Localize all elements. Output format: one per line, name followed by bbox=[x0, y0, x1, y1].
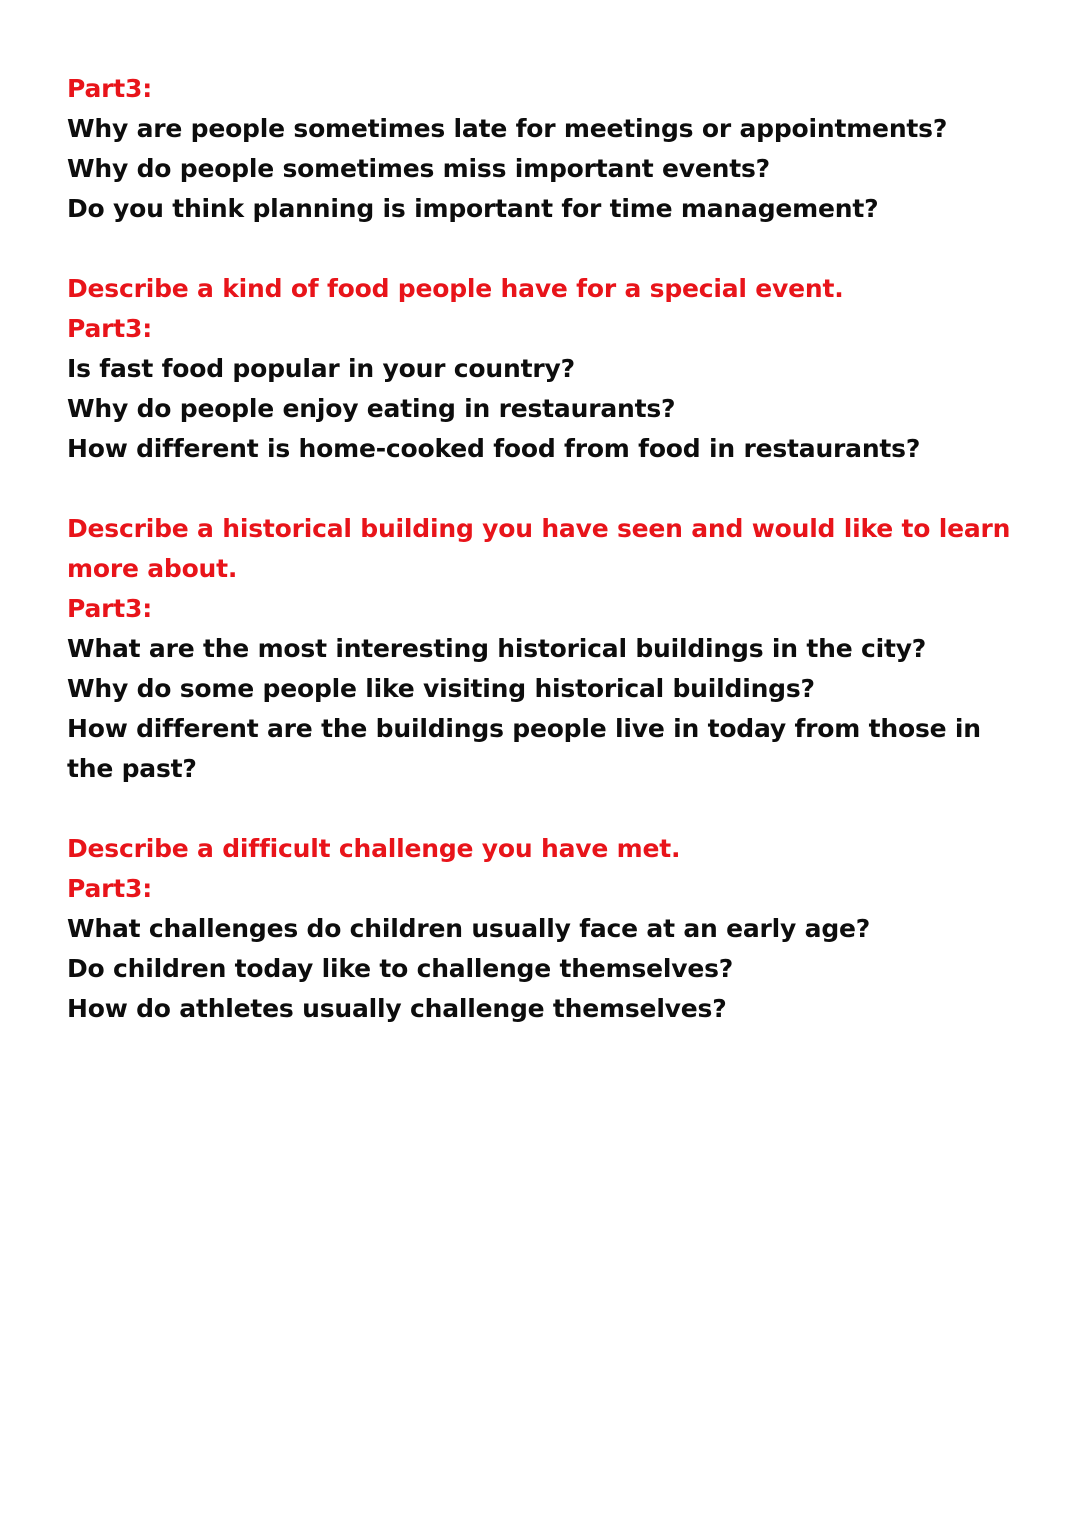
question-block-time bbox=[67, 69, 1027, 229]
question: Why do people sometimes miss important events? bbox=[67, 154, 770, 183]
document-page bbox=[67, 69, 1027, 1069]
question: What are the most interesting historical buildings in the city? bbox=[67, 634, 927, 663]
part-label: Part3: bbox=[67, 874, 152, 903]
question: How different is home-cooked food from food in restaurants? bbox=[67, 434, 921, 463]
question-block-challenge bbox=[67, 829, 1027, 1029]
topic-heading: Describe a difficult challenge you have met. bbox=[67, 834, 681, 863]
question-block-food bbox=[67, 269, 1027, 469]
topic-heading: Describe a historical building you have seen and would like to learn more about. bbox=[67, 514, 1011, 583]
topic-heading: Describe a kind of food people have for a special event. bbox=[67, 274, 844, 303]
question: Do you think planning is important for time management? bbox=[67, 194, 879, 223]
part-label: Part3: bbox=[67, 594, 152, 623]
question: How do athletes usually challenge themselves? bbox=[67, 994, 727, 1023]
question: Do children today like to challenge themselves? bbox=[67, 954, 734, 983]
question: Why are people sometimes late for meetings or appointments? bbox=[67, 114, 948, 143]
question: Why do people enjoy eating in restaurants? bbox=[67, 394, 676, 423]
question: Why do some people like visiting historical buildings? bbox=[67, 674, 815, 703]
part-label: Part3: bbox=[67, 74, 152, 103]
question: What challenges do children usually face at an early age? bbox=[67, 914, 871, 943]
question: How different are the buildings people live in today from those in the past? bbox=[67, 714, 981, 783]
question-block-building bbox=[67, 509, 1027, 789]
question: Is fast food popular in your country? bbox=[67, 354, 575, 383]
part-label: Part3: bbox=[67, 314, 152, 343]
